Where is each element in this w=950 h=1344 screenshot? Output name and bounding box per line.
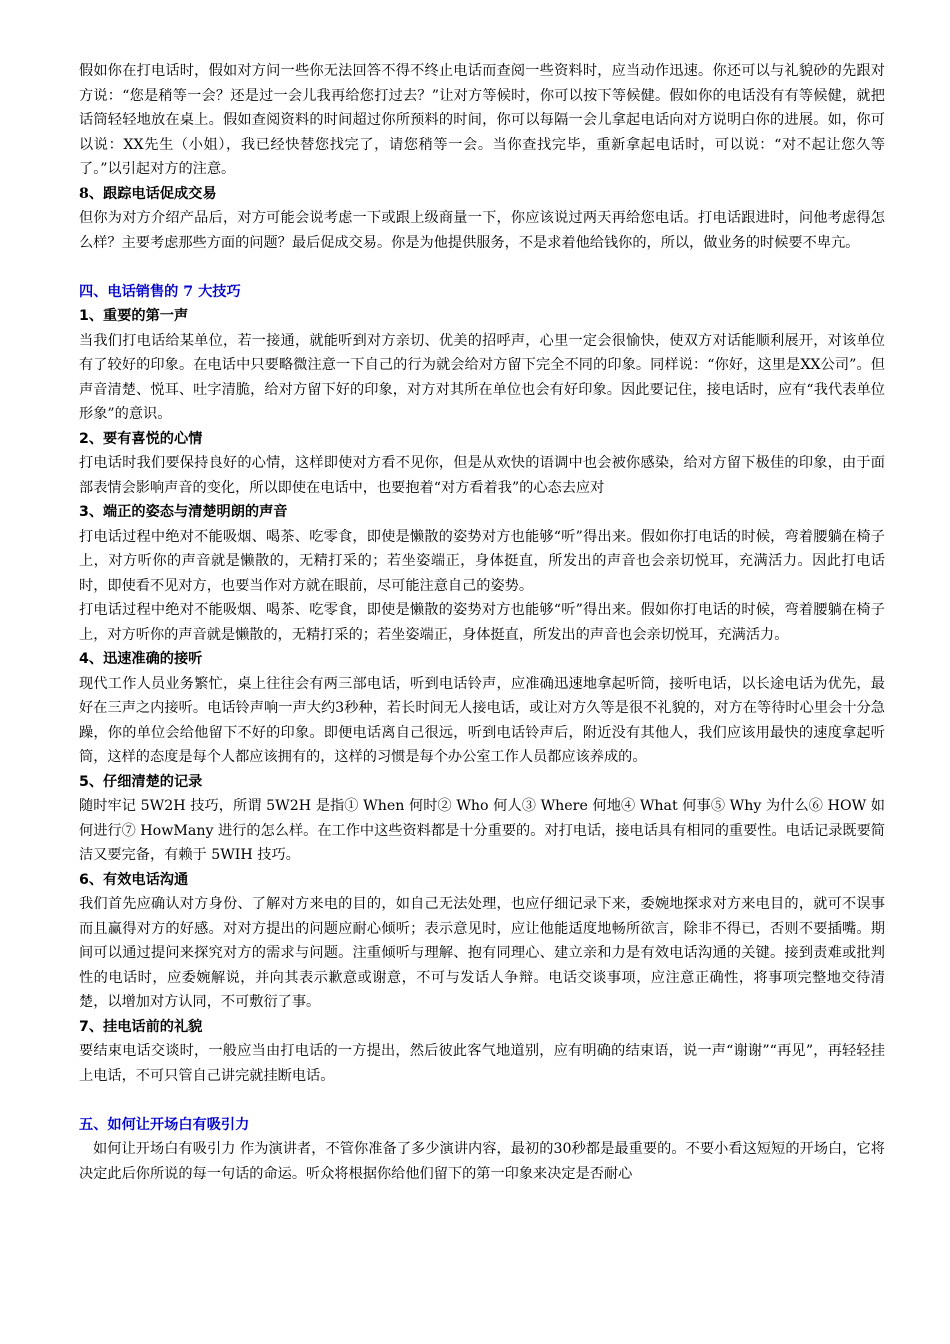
- section-heading: 四、电话销售的 7 大技巧: [79, 283, 241, 300]
- subheading: 8、跟踪电话促成交易: [79, 185, 217, 202]
- paragraph: 如何让开场白有吸引力 作为演讲者，不管你准备了多少演讲内容，最初的30秒都是最重要的。不要小看这短短的开场白，它将决定此后你所说的每一句话的命运。听众将根据你给他们留下的第一印象来决定是否耐心: [79, 1141, 885, 1182]
- paragraph: 要结束电话交谈时，一般应当由打电话的一方提出，然后彼此客气地道别，应有明确的结束语，说一声“谢谢”“再见”，再轻轻挂上电话，不可只管自己讲完就挂断电话。: [79, 1043, 885, 1084]
- section-heading: 五、如何让开场白有吸引力: [79, 1116, 250, 1133]
- subheading: 2、要有喜悦的心情: [79, 430, 203, 447]
- subheading: 3、端正的姿态与清楚明朗的声音: [79, 504, 288, 520]
- paragraph: 打电话过程中绝对不能吸烟、喝茶、吃零食，即使是懒散的姿势对方也能够“听”得出来。假如你打电话的时候，弯着腰躺在椅子上，对方听你的声音就是懒散的，无精打采的；若坐姿端正，身体挺直，所发出的声音也会亲切悦耳，充满活力。因此打电话时，即使看不见对方，也要当作对方就在眼前，尽可能注意自己的姿势。: [79, 528, 885, 594]
- paragraph: 随时牢记 5W2H 技巧，所谓 5W2H 是指① When 何时② Who 何人③ Where 何地④ What 何事⑤ Why 为什么⑥ HOW 如何进行⑦ HowMany 进行的怎么样。在工作中这些资料都是十分重要的。对打电话，接电话具有相同的重要性。电话记录既要简洁又要完备，有赖于 5WIH 技巧。: [79, 798, 885, 863]
- subheading: 4、迅速准确的接听: [79, 651, 203, 667]
- document-page: [79, 59, 885, 1186]
- paragraph: 当我们打电话给某单位，若一接通，就能听到对方亲切、优美的招呼声，心里一定会很愉快，使双方对话能顺利展开，对该单位有了较好的印象。在电话中只要略微注意一下自己的行为就会给对方留下完全不同的印象。同样说：“你好，这里是XX公司”。但声音清楚、悦耳、吐字清脆，给对方留下好的印象，对方对其所在单位也会有好印象。因此要记住，接电话时，应有“我代表单位形象”的意识。: [79, 332, 885, 422]
- paragraph: 打电话时我们要保持良好的心情，这样即使对方看不见你，但是从欢快的语调中也会被你感染，给对方留下极佳的印象，由于面部表情会影响声音的变化，所以即使在电话中，也要抱着“对方看着我”的心态去应对: [79, 455, 885, 496]
- paragraph: 打电话过程中绝对不能吸烟、喝茶、吃零食，即使是懒散的姿势对方也能够“听”得出来。假如你打电话的时候，弯着腰躺在椅子上，对方听你的声音就是懒散的，无精打采的；若坐姿端正，身体挺直，所发出的声音也会亲切悦耳，充满活力。: [79, 602, 885, 643]
- paragraph: 我们首先应确认对方身份、了解对方来电的目的，如自己无法处理，也应仔细记录下来，委婉地探求对方来电目的，就可不误事而且赢得对方的好感。对对方提出的问题应耐心倾听；表示意见时，应让他能适度地畅所欲言，除非不得已，否则不要插嘴。期间可以通过提问来探究对方的需求与问题。注重倾听与理解、抱有同理心、建立亲和力是有效电话沟通的关键。接到责难或批判性的电话时，应委婉解说，并向其表示歉意或谢意，不可与发话人争辩。电话交谈事项，应注意正确性，将事项完整地交待清楚，以增加对方认同，不可敷衍了事。: [79, 896, 885, 1010]
- paragraph: 但你为对方介绍产品后，对方可能会说考虑一下或跟上级商量一下，你应该说过两天再给您电话。打电话跟进时，问他考虑得怎么样？主要考虑那些方面的问题？最后促成交易。你是为他提供服务，不是求着他给钱你的，所以，做业务的时候要不卑亢。: [79, 210, 885, 251]
- paragraph: 假如你在打电话时，假如对方问一些你无法回答不得不终止电话而查阅一些资料时，应当动作迅速。你还可以与礼貌砂的先跟对方说：“您是稍等一会？还是过一会儿我再给您打过去？”让对方等候时，你可以按下等候健。假如你的电话没有有等候健，就把话筒轻轻地放在桌上。假如查阅资料的时间超过你所预料的时间，你可以每隔一会儿拿起电话向对方说明白你的进展。如，你可以说：XX先生（小姐），我已经快替您找完了，请您稍等一会。当你查找完毕，重新拿起电话时，可以说：“对不起让您久等了。”以引起对方的注意。: [79, 63, 885, 177]
- subheading: 7、挂电话前的礼貌: [79, 1018, 203, 1035]
- paragraph: 现代工作人员业务繁忙，桌上往往会有两三部电话，听到电话铃声，应准确迅速地拿起听筒，接听电话，以长途电话为优先，最好在三声之内接听。电话铃声响一声大约3秒种，若长时间无人接电话，或让对方久等是很不礼貌的，对方在等待时心里会十分急躁，你的单位会给他留下不好的印象。即便电话离自己很远，听到电话铃声后，附近没有其他人，我们应该用最快的速度拿起听筒，这样的态度是每个人都应该拥有的，这样的习惯是每个办公室工作人员都应该养成的。: [79, 675, 885, 765]
- subheading: 1、重要的第一声: [79, 308, 189, 324]
- subheading: 6、有效电话沟通: [79, 871, 189, 888]
- subheading: 5、仔细清楚的记录: [79, 773, 203, 790]
